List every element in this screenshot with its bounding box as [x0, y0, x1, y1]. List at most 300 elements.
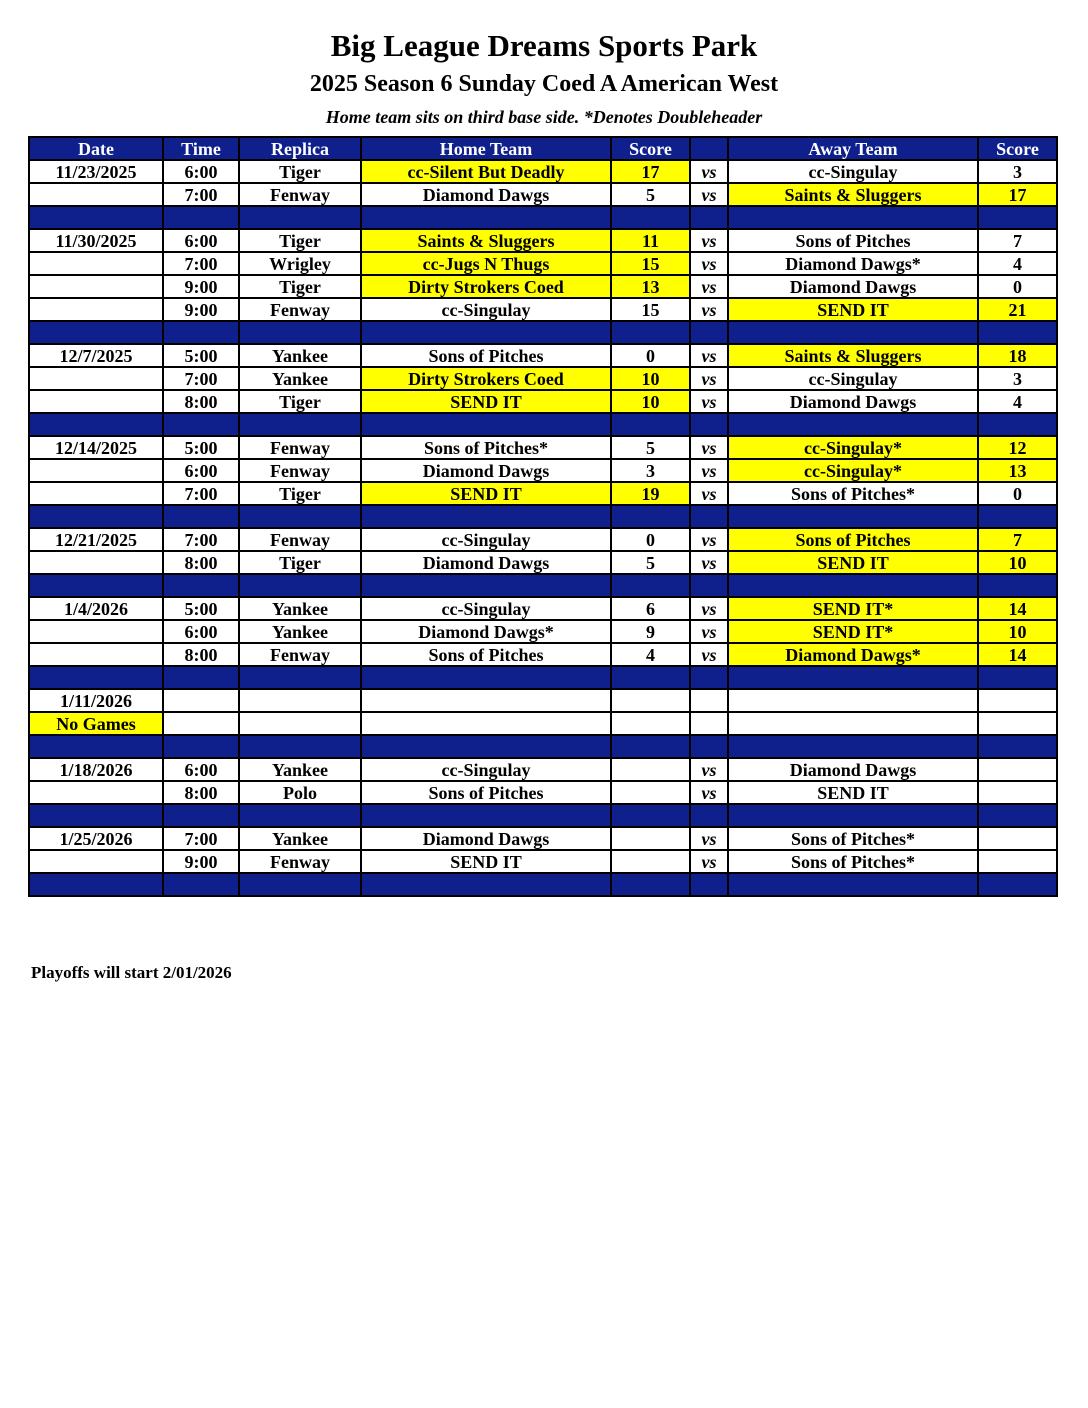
cell-time: 6:00 — [163, 459, 239, 482]
separator-cell — [361, 505, 611, 528]
cell-away-score — [978, 827, 1057, 850]
col-header-date: Date — [29, 137, 163, 160]
table-row — [29, 390, 1057, 413]
cell-vs: vs — [690, 298, 728, 321]
separator-cell — [611, 321, 690, 344]
separator-row — [29, 666, 1057, 689]
cell-vs: vs — [690, 390, 728, 413]
cell-replica: Fenway — [239, 298, 361, 321]
cell-time: 5:00 — [163, 344, 239, 367]
cell-vs — [690, 712, 728, 735]
cell-time: 9:00 — [163, 275, 239, 298]
cell-home-score: 13 — [611, 275, 690, 298]
cell-away-team: Sons of Pitches — [728, 528, 978, 551]
separator-cell — [690, 574, 728, 597]
separator-row — [29, 206, 1057, 229]
cell-away-team: Sons of Pitches* — [728, 482, 978, 505]
table-row — [29, 850, 1057, 873]
cell-time: 7:00 — [163, 367, 239, 390]
cell-vs: vs — [690, 758, 728, 781]
col-header-away-score: Score — [978, 137, 1057, 160]
cell-replica: Fenway — [239, 643, 361, 666]
cell-vs: vs — [690, 597, 728, 620]
cell-replica: Fenway — [239, 436, 361, 459]
cell-away-score: 3 — [978, 160, 1057, 183]
table-row — [29, 275, 1057, 298]
cell-away-team — [728, 712, 978, 735]
cell-replica: Yankee — [239, 344, 361, 367]
separator-cell — [239, 206, 361, 229]
cell-away-score: 10 — [978, 620, 1057, 643]
cell-home-team — [361, 712, 611, 735]
cell-away-score: 14 — [978, 643, 1057, 666]
cell-away-score: 13 — [978, 459, 1057, 482]
table-row — [29, 712, 1057, 735]
cell-replica: Tiger — [239, 482, 361, 505]
cell-time: 7:00 — [163, 183, 239, 206]
cell-vs — [690, 689, 728, 712]
cell-date: 12/7/2025 — [29, 344, 163, 367]
cell-home-team: SEND IT — [361, 850, 611, 873]
cell-replica — [239, 689, 361, 712]
separator-cell — [978, 873, 1057, 896]
cell-vs: vs — [690, 781, 728, 804]
cell-replica: Polo — [239, 781, 361, 804]
cell-home-team: Diamond Dawgs* — [361, 620, 611, 643]
cell-home-team — [361, 689, 611, 712]
cell-home-score: 5 — [611, 183, 690, 206]
cell-home-team: cc-Silent But Deadly — [361, 160, 611, 183]
table-row — [29, 781, 1057, 804]
cell-away-score — [978, 850, 1057, 873]
separator-cell — [690, 413, 728, 436]
cell-date: 1/4/2026 — [29, 597, 163, 620]
cell-replica: Yankee — [239, 367, 361, 390]
separator-cell — [29, 413, 163, 436]
separator-cell — [361, 666, 611, 689]
cell-date: 1/11/2026 — [29, 689, 163, 712]
separator-row — [29, 873, 1057, 896]
cell-home-score — [611, 827, 690, 850]
separator-cell — [361, 873, 611, 896]
cell-home-score: 6 — [611, 597, 690, 620]
cell-away-team: Sons of Pitches — [728, 229, 978, 252]
cell-home-team: Sons of Pitches — [361, 781, 611, 804]
cell-replica: Yankee — [239, 827, 361, 850]
cell-away-team: SEND IT* — [728, 597, 978, 620]
col-header-home-team: Home Team — [361, 137, 611, 160]
cell-time: 7:00 — [163, 528, 239, 551]
col-header-away-team: Away Team — [728, 137, 978, 160]
cell-replica: Tiger — [239, 160, 361, 183]
separator-cell — [361, 321, 611, 344]
separator-cell — [239, 505, 361, 528]
cell-home-team: Sons of Pitches — [361, 344, 611, 367]
cell-time: 7:00 — [163, 252, 239, 275]
cell-away-score: 0 — [978, 275, 1057, 298]
cell-vs: vs — [690, 367, 728, 390]
cell-away-score: 3 — [978, 367, 1057, 390]
cell-home-team: Diamond Dawgs — [361, 183, 611, 206]
separator-row — [29, 321, 1057, 344]
separator-cell — [728, 321, 978, 344]
schedule-body — [29, 160, 1057, 896]
cell-time — [163, 712, 239, 735]
cell-home-score: 19 — [611, 482, 690, 505]
col-header-home-score: Score — [611, 137, 690, 160]
table-row — [29, 252, 1057, 275]
separator-cell — [690, 666, 728, 689]
cell-vs: vs — [690, 482, 728, 505]
separator-cell — [978, 666, 1057, 689]
cell-away-team: Diamond Dawgs — [728, 275, 978, 298]
cell-away-team: SEND IT — [728, 551, 978, 574]
cell-time: 9:00 — [163, 298, 239, 321]
separator-row — [29, 574, 1057, 597]
cell-date — [29, 551, 163, 574]
separator-row — [29, 413, 1057, 436]
cell-vs: vs — [690, 344, 728, 367]
cell-away-team: Saints & Sluggers — [728, 344, 978, 367]
cell-time: 7:00 — [163, 482, 239, 505]
table-row — [29, 528, 1057, 551]
separator-cell — [611, 666, 690, 689]
cell-date — [29, 252, 163, 275]
cell-replica — [239, 712, 361, 735]
separator-cell — [978, 735, 1057, 758]
separator-cell — [728, 413, 978, 436]
cell-home-score — [611, 712, 690, 735]
separator-cell — [361, 735, 611, 758]
col-header-replica: Replica — [239, 137, 361, 160]
cell-home-team: Sons of Pitches* — [361, 436, 611, 459]
table-row — [29, 298, 1057, 321]
table-row — [29, 551, 1057, 574]
cell-home-team: Diamond Dawgs — [361, 827, 611, 850]
table-row — [29, 367, 1057, 390]
cell-time: 7:00 — [163, 827, 239, 850]
cell-date — [29, 620, 163, 643]
separator-cell — [361, 804, 611, 827]
separator-cell — [728, 574, 978, 597]
separator-cell — [728, 206, 978, 229]
cell-date: 12/14/2025 — [29, 436, 163, 459]
separator-cell — [163, 206, 239, 229]
cell-home-team: Dirty Strokers Coed — [361, 367, 611, 390]
separator-cell — [239, 666, 361, 689]
separator-cell — [728, 666, 978, 689]
cell-away-score: 21 — [978, 298, 1057, 321]
cell-away-team: cc-Singulay* — [728, 436, 978, 459]
table-row — [29, 758, 1057, 781]
col-header-time: Time — [163, 137, 239, 160]
page-title: Big League Dreams Sports Park — [330, 28, 758, 63]
cell-vs: vs — [690, 827, 728, 850]
cell-replica: Tiger — [239, 551, 361, 574]
cell-away-team: Diamond Dawgs* — [728, 643, 978, 666]
separator-cell — [361, 574, 611, 597]
cell-home-team: cc-Jugs N Thugs — [361, 252, 611, 275]
cell-vs: vs — [690, 252, 728, 275]
cell-replica: Yankee — [239, 620, 361, 643]
separator-cell — [29, 206, 163, 229]
cell-away-team: cc-Singulay — [728, 160, 978, 183]
separator-cell — [163, 873, 239, 896]
cell-home-score: 9 — [611, 620, 690, 643]
separator-row — [29, 735, 1057, 758]
cell-away-team — [728, 689, 978, 712]
schedule-note: Home team sits on third base side. *Denotes Doubleheader — [325, 107, 763, 127]
cell-away-score: 7 — [978, 528, 1057, 551]
cell-home-team: Dirty Strokers Coed — [361, 275, 611, 298]
cell-time: 6:00 — [163, 160, 239, 183]
separator-cell — [163, 574, 239, 597]
table-row — [29, 229, 1057, 252]
cell-away-score: 14 — [978, 597, 1057, 620]
table-row — [29, 459, 1057, 482]
cell-date — [29, 367, 163, 390]
cell-replica: Wrigley — [239, 252, 361, 275]
separator-cell — [690, 873, 728, 896]
cell-away-team: SEND IT — [728, 298, 978, 321]
col-header-vs — [690, 137, 728, 160]
cell-time — [163, 689, 239, 712]
separator-cell — [611, 804, 690, 827]
cell-replica: Fenway — [239, 183, 361, 206]
cell-replica: Yankee — [239, 758, 361, 781]
cell-home-team: cc-Singulay — [361, 528, 611, 551]
cell-home-score: 17 — [611, 160, 690, 183]
separator-row — [29, 804, 1057, 827]
cell-vs: vs — [690, 459, 728, 482]
cell-vs: vs — [690, 160, 728, 183]
cell-vs: vs — [690, 643, 728, 666]
separator-cell — [978, 804, 1057, 827]
table-row — [29, 436, 1057, 459]
cell-date: 1/18/2026 — [29, 758, 163, 781]
cell-home-score: 0 — [611, 528, 690, 551]
cell-date — [29, 643, 163, 666]
separator-cell — [239, 873, 361, 896]
cell-date — [29, 298, 163, 321]
separator-cell — [29, 321, 163, 344]
separator-cell — [163, 666, 239, 689]
table-row — [29, 827, 1057, 850]
cell-vs: vs — [690, 183, 728, 206]
cell-home-team: cc-Singulay — [361, 758, 611, 781]
table-row — [29, 620, 1057, 643]
cell-replica: Fenway — [239, 459, 361, 482]
cell-vs: vs — [690, 229, 728, 252]
cell-date: 11/23/2025 — [29, 160, 163, 183]
cell-away-team: Diamond Dawgs* — [728, 252, 978, 275]
separator-cell — [728, 735, 978, 758]
separator-cell — [611, 206, 690, 229]
separator-cell — [29, 574, 163, 597]
separator-cell — [239, 735, 361, 758]
separator-cell — [163, 804, 239, 827]
separator-cell — [978, 574, 1057, 597]
separator-cell — [728, 804, 978, 827]
cell-vs: vs — [690, 620, 728, 643]
separator-cell — [611, 735, 690, 758]
separator-row — [29, 505, 1057, 528]
cell-away-team: Sons of Pitches* — [728, 850, 978, 873]
cell-time: 6:00 — [163, 620, 239, 643]
cell-home-score: 11 — [611, 229, 690, 252]
cell-home-team: SEND IT — [361, 482, 611, 505]
cell-home-team: Diamond Dawgs — [361, 459, 611, 482]
cell-away-team: Sons of Pitches* — [728, 827, 978, 850]
separator-cell — [29, 735, 163, 758]
table-row — [29, 183, 1057, 206]
separator-cell — [611, 505, 690, 528]
separator-cell — [361, 413, 611, 436]
cell-away-score: 0 — [978, 482, 1057, 505]
separator-cell — [29, 873, 163, 896]
table-row — [29, 643, 1057, 666]
cell-home-score: 4 — [611, 643, 690, 666]
cell-date — [29, 183, 163, 206]
cell-date — [29, 459, 163, 482]
cell-home-score: 5 — [611, 436, 690, 459]
cell-away-team: SEND IT — [728, 781, 978, 804]
cell-away-team: Diamond Dawgs — [728, 390, 978, 413]
cell-away-score: 18 — [978, 344, 1057, 367]
cell-away-team: cc-Singulay* — [728, 459, 978, 482]
cell-home-team: Sons of Pitches — [361, 643, 611, 666]
page-subtitle: 2025 Season 6 Sunday Coed A American West — [309, 71, 779, 97]
cell-time: 5:00 — [163, 597, 239, 620]
cell-home-score — [611, 689, 690, 712]
cell-home-team: SEND IT — [361, 390, 611, 413]
cell-away-team: Saints & Sluggers — [728, 183, 978, 206]
table-row — [29, 344, 1057, 367]
cell-date: 12/21/2025 — [29, 528, 163, 551]
cell-date — [29, 850, 163, 873]
separator-cell — [163, 505, 239, 528]
cell-home-team: Diamond Dawgs — [361, 551, 611, 574]
table-row — [29, 689, 1057, 712]
cell-home-score: 10 — [611, 390, 690, 413]
separator-cell — [690, 206, 728, 229]
separator-cell — [690, 804, 728, 827]
separator-cell — [978, 206, 1057, 229]
separator-cell — [690, 505, 728, 528]
cell-away-team: SEND IT* — [728, 620, 978, 643]
separator-cell — [163, 321, 239, 344]
cell-time: 9:00 — [163, 850, 239, 873]
cell-date — [29, 390, 163, 413]
cell-vs: vs — [690, 528, 728, 551]
cell-away-score — [978, 689, 1057, 712]
table-row — [29, 160, 1057, 183]
cell-date: No Games — [29, 712, 163, 735]
cell-away-score — [978, 712, 1057, 735]
table-row — [29, 597, 1057, 620]
table-header-row — [29, 137, 1057, 160]
separator-cell — [239, 321, 361, 344]
cell-time: 5:00 — [163, 436, 239, 459]
cell-home-score — [611, 850, 690, 873]
cell-home-score: 10 — [611, 367, 690, 390]
cell-time: 8:00 — [163, 781, 239, 804]
cell-time: 8:00 — [163, 390, 239, 413]
separator-cell — [239, 574, 361, 597]
cell-replica: Tiger — [239, 390, 361, 413]
cell-date — [29, 275, 163, 298]
cell-home-score: 3 — [611, 459, 690, 482]
cell-home-score: 0 — [611, 344, 690, 367]
separator-cell — [361, 206, 611, 229]
separator-cell — [239, 804, 361, 827]
cell-replica: Tiger — [239, 229, 361, 252]
cell-away-team: Diamond Dawgs — [728, 758, 978, 781]
cell-away-score: 17 — [978, 183, 1057, 206]
cell-away-score: 10 — [978, 551, 1057, 574]
cell-home-team: Saints & Sluggers — [361, 229, 611, 252]
cell-replica: Tiger — [239, 275, 361, 298]
cell-home-score: 15 — [611, 252, 690, 275]
playoffs-note: Playoffs will start 2/01/2026 — [31, 963, 232, 982]
separator-cell — [29, 505, 163, 528]
separator-cell — [611, 574, 690, 597]
cell-away-team: cc-Singulay — [728, 367, 978, 390]
cell-home-team: cc-Singulay — [361, 597, 611, 620]
schedule-table — [28, 136, 1058, 897]
cell-date: 11/30/2025 — [29, 229, 163, 252]
cell-home-score: 5 — [611, 551, 690, 574]
cell-replica: Fenway — [239, 528, 361, 551]
cell-date: 1/25/2026 — [29, 827, 163, 850]
separator-cell — [690, 735, 728, 758]
cell-home-score: 15 — [611, 298, 690, 321]
separator-cell — [690, 321, 728, 344]
separator-cell — [728, 873, 978, 896]
separator-cell — [163, 735, 239, 758]
cell-away-score: 7 — [978, 229, 1057, 252]
cell-time: 6:00 — [163, 229, 239, 252]
separator-cell — [978, 321, 1057, 344]
cell-away-score: 4 — [978, 390, 1057, 413]
separator-cell — [29, 804, 163, 827]
cell-vs: vs — [690, 551, 728, 574]
cell-time: 6:00 — [163, 758, 239, 781]
cell-replica: Yankee — [239, 597, 361, 620]
separator-cell — [611, 413, 690, 436]
cell-date — [29, 781, 163, 804]
separator-cell — [611, 873, 690, 896]
separator-cell — [978, 505, 1057, 528]
cell-vs: vs — [690, 436, 728, 459]
cell-time: 8:00 — [163, 551, 239, 574]
separator-cell — [163, 413, 239, 436]
separator-cell — [728, 505, 978, 528]
cell-away-score — [978, 758, 1057, 781]
separator-cell — [978, 413, 1057, 436]
cell-home-score — [611, 758, 690, 781]
cell-replica: Fenway — [239, 850, 361, 873]
cell-home-team: cc-Singulay — [361, 298, 611, 321]
cell-away-score: 12 — [978, 436, 1057, 459]
cell-date — [29, 482, 163, 505]
separator-cell — [239, 413, 361, 436]
cell-vs: vs — [690, 850, 728, 873]
separator-cell — [29, 666, 163, 689]
table-row — [29, 482, 1057, 505]
cell-away-score — [978, 781, 1057, 804]
cell-away-score: 4 — [978, 252, 1057, 275]
